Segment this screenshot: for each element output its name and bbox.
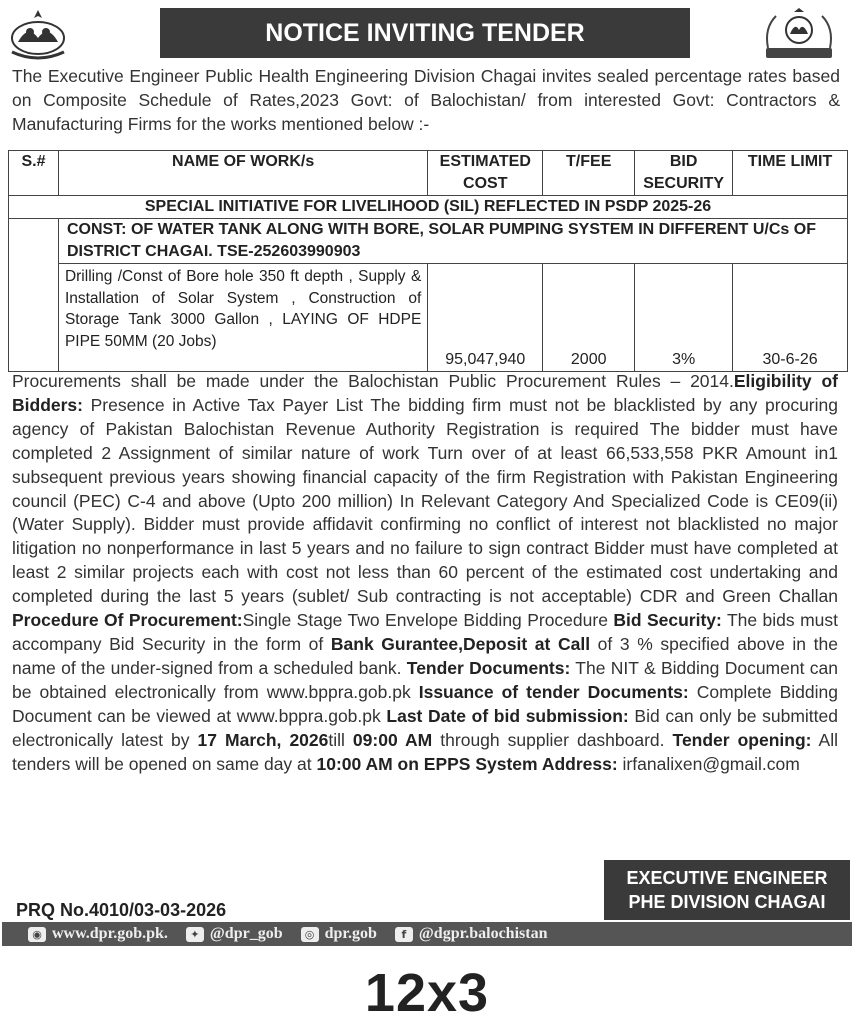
tender-opening-label: Tender opening: (672, 729, 812, 750)
instagram-icon: ◎ (301, 927, 319, 942)
notice-title: NOTICE INVITING TENDER (160, 8, 690, 58)
tender-documents-text: The NIT & Bidding Document can be obtained electronically from www.bppra.gob.pk (12, 657, 838, 702)
tender-documents-label: Tender Documents: (406, 657, 571, 678)
facebook-icon: f (395, 927, 413, 942)
eligibility-text: Presence in Active Tax Payer List The bidding firm must not be blacklisted by any procuring agency of Pakistan Balochistan Revenue Authority Registration is required The bidder must have completed 2 Assignment of similar nature of work Turn over of at least 66,533,558 PKR Amount in1 subsequent previous years showing financial capacity of the firm Registration with Pakistan Engineering council (PEC) C-4 and above (Upto 200 million) In Relevant Category And Specialized Code is CE09(ii) (Water Supply). Bidder must provide affidavit confirming no conflict of interest not blacklisted no major litigation no nonperformance in last 5 years and no failure to sign contract Bidder must have completed at least 2 similar projects each with cost not less than 60 percent of the estimated cost undertaking and completed during the last 5 years (sublet/ Sub contracting is not acceptable) CDR and Green Challan (12, 394, 838, 607)
phe-department-emblem-icon (760, 8, 838, 62)
tender-opening-time: 10:00 AM on EPPS System Address: (316, 753, 618, 774)
footer-instagram (301, 925, 377, 943)
scheme-title: CONST: OF WATER TANK ALONG WITH BORE, SOLAR PUMPING SYSTEM IN DIFFERENT U/Cs OF DISTRICT CHAGAI. TSE-252603990903 (58, 219, 847, 264)
time-limit: 30-6-26 (733, 264, 848, 372)
tender-fee: 2000 (543, 264, 635, 372)
footer-website (28, 925, 168, 943)
last-date-text: Bid can only be submitted electronically latest by (12, 705, 838, 750)
header-bid-security: BID SECURITY (635, 151, 733, 196)
header-sno: S.# (9, 151, 59, 196)
footer-twitter-text: @dpr_gob (209, 925, 283, 942)
eligibility-label: Eligibility of Bidders: (12, 371, 838, 415)
procedure-label: Procedure Of Procurement: (12, 610, 243, 631)
tender-opening-text: All tenders will be opened on same day at (12, 729, 838, 774)
serial-cell (9, 219, 59, 372)
header-time-limit: TIME LIMIT (733, 151, 848, 196)
signature-line-1: EXECUTIVE ENGINEER (626, 868, 828, 888)
estimated-cost: 95,047,940 (428, 264, 543, 372)
header-estimated-cost: ESTIMATED COST (428, 151, 543, 196)
last-date-date: 17 March, 2026 (197, 729, 329, 750)
work-description: Drilling /Const of Bore hole 350 ft depth , Supply & Installation of Solar System , Construction of Storage Tank 3000 Gallon , LAYING OF HDPE PIPE 50MM (20 Jobs) (58, 264, 427, 372)
signature-block (604, 860, 850, 920)
footer-website-text: www.dpr.gob.pk. (52, 925, 168, 942)
signature-line-2: PHE DIVISION CHAGAI (628, 892, 826, 912)
contact-email: irfanalixen@gmail.com (622, 753, 800, 774)
section-title: SPECIAL INITIATIVE FOR LIVELIHOOD (SIL) REFLECTED IN PSDP 2025-26 (9, 196, 848, 219)
footer-facebook-text: @dgpr.balochistan (418, 925, 548, 942)
issuance-label: Issuance of tender Documents: (418, 681, 689, 702)
last-date-till: till (328, 729, 353, 750)
terms-paragraph (12, 370, 838, 776)
bid-security-text-2: of 3 % specified above in the name of the under-signed from a scheduled bank. (12, 633, 838, 678)
table-row (9, 264, 848, 372)
globe-icon: ◉ (28, 927, 46, 942)
twitter-icon: ✦ (186, 927, 204, 942)
works-table (8, 150, 848, 372)
table-header-row (9, 151, 848, 196)
bid-security-label: Bid Security: (613, 610, 722, 631)
procedure-text: Single Stage Two Envelope Bidding Procedure (242, 610, 614, 631)
procurement-rules: Procurements shall be made under the Balochistan Public Procurement Rules – 2014. (12, 371, 734, 391)
last-date-time: 09:00 AM (352, 729, 433, 750)
bid-security-text: The bids must accompany Bid Security in the form of (12, 610, 838, 654)
header-tender-fee: T/FEE (543, 151, 635, 196)
footer-facebook (395, 925, 548, 943)
bid-security-form: Bank Gurantee,Deposit at Call (330, 633, 591, 654)
scheme-row (9, 219, 848, 264)
social-footer (2, 922, 852, 946)
section-row (9, 196, 848, 219)
last-date-label: Last Date of bid submission: (386, 705, 629, 726)
bid-security: 3% (635, 264, 733, 372)
ad-size-label: 12x3 (364, 963, 490, 1023)
footer-twitter (186, 925, 283, 943)
footer-instagram-text: dpr.gob (324, 925, 377, 942)
issuance-text: Complete Bidding Document can be viewed at www.bppra.gob.pk (12, 681, 838, 726)
balochistan-emblem-icon (8, 8, 68, 62)
last-date-text-2: through supplier dashboard. (432, 729, 673, 750)
prq-number: PRQ No.4010/03-03-2026 (16, 900, 227, 920)
intro-paragraph: The Executive Engineer Public Health Engineering Division Chagai invites sealed percentage rates based on Composite Schedule of Rates,2023 Govt: of Balochistan/ from interested Govt: Contractors & Manufacturing Firms for the works mentioned below :- (12, 66, 840, 134)
header-name-of-work: NAME OF WORK/s (58, 151, 427, 196)
